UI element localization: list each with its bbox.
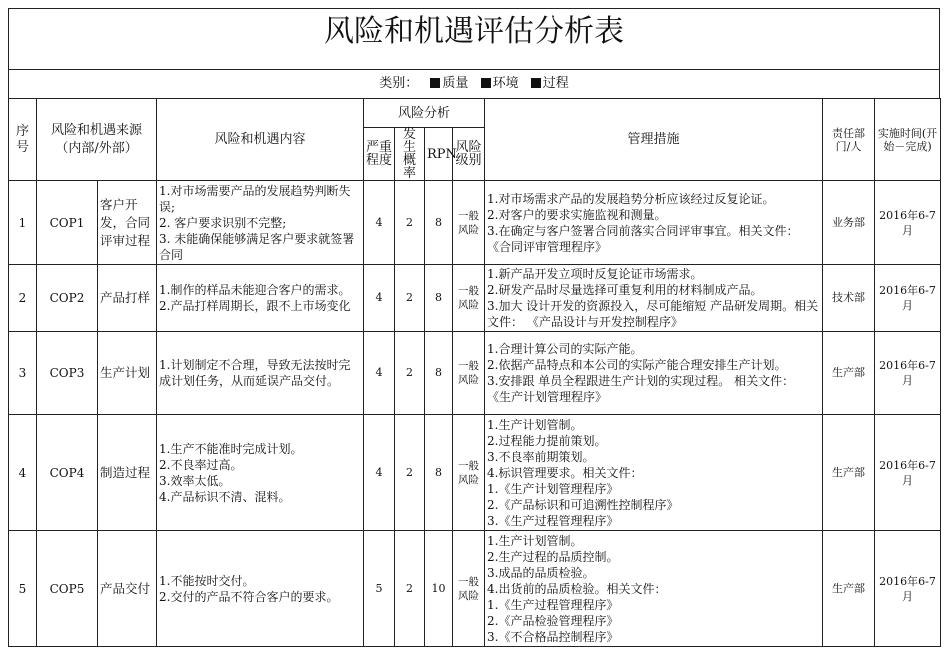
category-option-process: 过程	[542, 76, 569, 91]
table-row	[9, 415, 941, 531]
table-row	[9, 332, 941, 415]
table-row	[9, 531, 941, 647]
row-level: 一般风险	[453, 531, 485, 647]
row-code: COP1	[37, 181, 98, 265]
row-time: 2016年6-7月	[875, 415, 941, 531]
row-source: 产品交付	[98, 531, 157, 647]
row-probability: 2	[395, 415, 425, 531]
header-time: 实施时间(开始－完成)	[875, 99, 941, 181]
category-label: 类别：	[379, 76, 419, 91]
page-title: 风险和机遇评估分析表	[8, 8, 940, 69]
table-row	[9, 181, 941, 265]
row-source: 生产计划	[98, 332, 157, 415]
row-severity: 4	[364, 265, 395, 332]
header-seq: 序号	[9, 99, 37, 181]
row-time: 2016年6-7月	[875, 531, 941, 647]
row-rpn: 8	[425, 265, 453, 332]
row-level: 一般风险	[453, 415, 485, 531]
row-rpn: 8	[425, 181, 453, 265]
header-measures: 管理措施	[485, 99, 823, 181]
row-content: 1.对市场需要产品的发展趋势判断失误; 2. 客户要求识别不完整; 3. 未能确保能够满足客户要求就签署合同	[157, 181, 364, 265]
row-source: 制造过程	[98, 415, 157, 531]
table-row	[9, 265, 941, 332]
row-content: 1.制作的样品未能迎合客户的需求。 2.产品打样周期长，跟不上市场变化	[157, 265, 364, 332]
header-severity: 严重程度	[364, 128, 395, 181]
row-level: 一般风险	[453, 332, 485, 415]
row-probability: 2	[395, 181, 425, 265]
header-source: 风险和机遇来源（内部/外部）	[37, 99, 157, 181]
row-probability: 2	[395, 531, 425, 647]
row-code: COP5	[37, 531, 98, 647]
row-level: 一般风险	[453, 265, 485, 332]
risk-table	[8, 98, 941, 647]
checkbox-square-icon	[430, 78, 440, 88]
row-rpn: 8	[425, 415, 453, 531]
row-rpn: 8	[425, 332, 453, 415]
row-time: 2016年6-7月	[875, 181, 941, 265]
category-option-quality: 质量	[442, 76, 469, 91]
row-content: 1.计划制定不合理，导致无法按时完成计划任务，从而延误产品交付。	[157, 332, 364, 415]
row-measures: 1.生产计划管制。 2.过程能力提前策划。 3.不良率前期策划。 4.标识管理要求。相关文件： 1.《生产计划管理程序》 2.《产品标识和可追溯性控制程序》 3.《生产过程管理程序》	[485, 415, 823, 531]
category-option-environment: 环境	[492, 76, 519, 91]
checkbox-square-icon	[481, 78, 491, 88]
row-seq: 2	[9, 265, 37, 332]
header-content: 风险和机遇内容	[157, 99, 364, 181]
row-rpn: 10	[425, 531, 453, 647]
category-line	[8, 69, 940, 98]
row-seq: 3	[9, 332, 37, 415]
header-risk-analysis: 风险分析	[364, 99, 485, 128]
row-source: 客户开发，合同评审过程	[98, 181, 157, 265]
row-code: COP3	[37, 332, 98, 415]
row-time: 2016年6-7月	[875, 332, 941, 415]
row-severity: 4	[364, 181, 395, 265]
row-measures: 1.新产品开发立项时反复论证市场需求。 2.研发产品时尽量选择可重复利用的材料制成产品。 3.加大 设计开发的资源投入，尽可能缩短 产品研发周期。相关文件： 《产品设计与开发控制程序》	[485, 265, 823, 332]
row-dept: 生产部	[823, 332, 875, 415]
row-code: COP2	[37, 265, 98, 332]
row-content: 1.不能按时交付。 2.交付的产品不符合客户的要求。	[157, 531, 364, 647]
row-time: 2016年6-7月	[875, 265, 941, 332]
row-dept: 生产部	[823, 531, 875, 647]
row-severity: 5	[364, 531, 395, 647]
header-rpn: RPN	[425, 128, 453, 181]
row-content: 1.生产不能准时完成计划。 2.不良率过高。 3.效率太低。 4.产品标识不清、混料。	[157, 415, 364, 531]
risk-assessment-sheet	[8, 8, 940, 647]
row-probability: 2	[395, 265, 425, 332]
row-dept: 业务部	[823, 181, 875, 265]
row-severity: 4	[364, 415, 395, 531]
row-code: COP4	[37, 415, 98, 531]
row-level: 一般风险	[453, 181, 485, 265]
header-probability: 发生概率	[395, 128, 425, 181]
row-dept: 技术部	[823, 265, 875, 332]
row-seq: 4	[9, 415, 37, 531]
row-seq: 5	[9, 531, 37, 647]
checkbox-square-icon	[531, 78, 541, 88]
header-dept: 责任部门/人	[823, 99, 875, 181]
row-source: 产品打样	[98, 265, 157, 332]
row-seq: 1	[9, 181, 37, 265]
row-dept: 生产部	[823, 415, 875, 531]
row-measures: 1.合理计算公司的实际产能。 2.依据产品特点和本公司的实际产能合理安排生产计划。 3.安排跟 单员全程跟进生产计划的实现过程。 相关文件： 《生产计划管理程序》	[485, 332, 823, 415]
row-severity: 4	[364, 332, 395, 415]
row-measures: 1.对市场需求产品的发展趋势分析应该经过反复论证。 2.对客户的要求实施监视和测量。 3.在确定与客户签署合同前落实合同评审事宜。相关文件： 《合同评审管理程序》	[485, 181, 823, 265]
row-measures: 1.生产计划管制。 2.生产过程的品质控制。 3.成品的品质检验。 4.出货前的品质检验。相关文件： 1.《生产过程管理程序》 2.《产品检验管理程序》 3.《不合格品控制程序》	[485, 531, 823, 647]
header-level: 风险级别	[453, 128, 485, 181]
row-probability: 2	[395, 332, 425, 415]
